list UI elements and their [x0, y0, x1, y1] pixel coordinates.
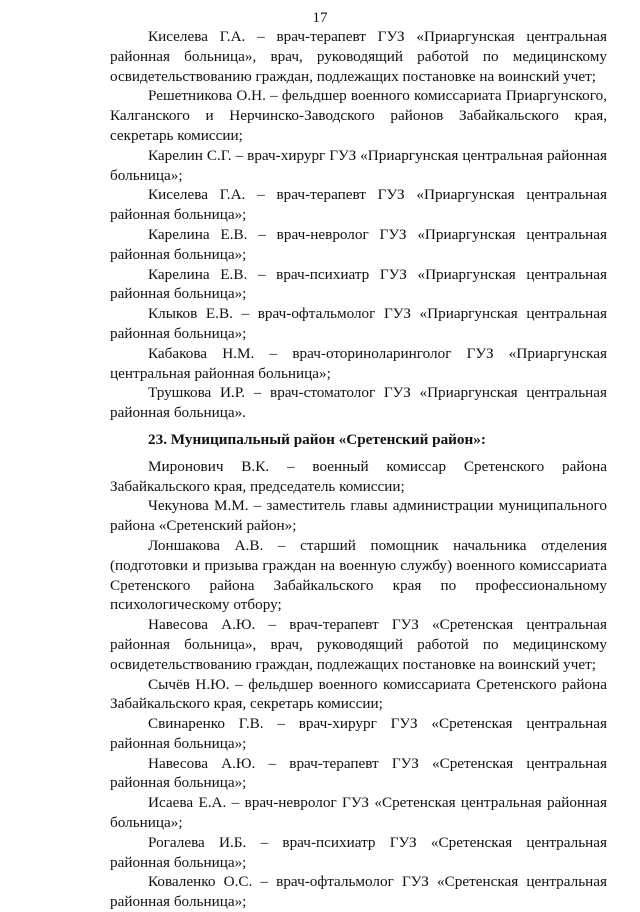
member-paragraph: Клыков Е.В. – врач-офтальмолог ГУЗ «Приаргунская центральная районная больница»; [110, 305, 607, 342]
member-paragraph: Киселева Г.А. – врач-терапевт ГУЗ «Приаргунская центральная районная больница», врач, руководящий работой по медицинскому освидетельствованию граждан, подлежащих постановке на воинский учет; [110, 28, 607, 85]
member-paragraph: Киселева Г.А. – врач-терапевт ГУЗ «Приаргунская центральная районная больница»; [110, 186, 607, 224]
member-paragraph: Исаева Е.А. – врач-невролог ГУЗ «Сретенская центральная районная больница»; [110, 794, 607, 832]
section-heading: 23. Муниципальный район «Сретенский район»: [148, 430, 486, 448]
member-paragraph: Карелин С.Г. – врач-хирург ГУЗ «Приаргунская центральная районная больница»; [110, 146, 607, 184]
member-paragraph: Трушкова И.Р. – врач-стоматолог ГУЗ «Приаргунская центральная районная больница». [110, 384, 607, 422]
member-paragraph: Карелина Е.В. – врач-психиатр ГУЗ «Приаргунская центральная районная больница»; [110, 265, 607, 303]
page-number: 17 [312, 10, 328, 26]
member-paragraph: Чекунова М.М. – заместитель главы администрации муниципального района «Сретенский район»; [110, 497, 607, 535]
document-body [110, 27, 607, 912]
member-paragraph: Миронович В.К. – военный комиссар Сретенского района Забайкальского края, председатель комиссии; [110, 457, 607, 495]
member-paragraph: Кабакова Н.М. – врач-оториноларинголог ГУЗ «Приаргунская центральная районная больница»; [110, 344, 607, 382]
section-sretensky-members [110, 457, 607, 912]
member-paragraph: Лоншакова А.В. – старший помощник начальника отделения (подготовки и призыва граждан на военную службу) военного комиссариата Сретенского района Забайкальского края по профессиональному психологическому отбору; [110, 536, 607, 614]
member-paragraph: Сычёв Н.Ю. – фельдшер военного комиссариата Сретенского района Забайкальского края, секретарь комиссии; [110, 675, 607, 713]
section-priargunsky-members [110, 27, 607, 423]
member-paragraph: Свинаренко Г.В. – врач-хирург ГУЗ «Сретенская центральная районная больница»; [110, 715, 607, 752]
member-paragraph: Коваленко О.С. – врач-офтальмолог ГУЗ «Сретенская центральная районная больница»; [110, 873, 607, 911]
member-paragraph: Навесова А.Ю. – врач-терапевт ГУЗ «Сретенская центральная районная больница»; [110, 754, 607, 792]
member-paragraph: Навесова А.Ю. – врач-терапевт ГУЗ «Сретенская центральная районная больница», врач, руководящий работой по медицинскому освидетельствованию граждан, подлежащих постановке на воинский учет; [110, 616, 607, 673]
member-paragraph: Рогалева И.Б. – врач-психиатр ГУЗ «Сретенская центральная районная больница»; [110, 833, 607, 871]
member-paragraph: Решетникова О.Н. – фельдшер военного комиссариата Приаргунского, Калганского и Нерчинско-Заводского районов Забайкальского края, секретарь комиссии; [110, 87, 607, 144]
member-paragraph: Карелина Е.В. – врач-невролог ГУЗ «Приаргунская центральная районная больница»; [110, 225, 607, 263]
